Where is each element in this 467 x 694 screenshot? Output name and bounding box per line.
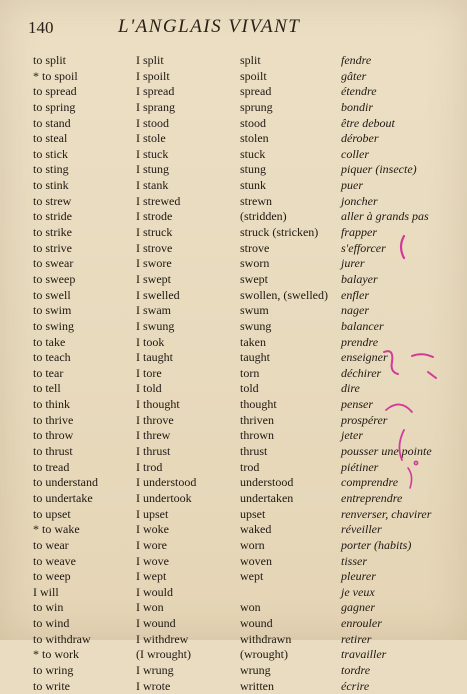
verb-infinitive: to stink [33,178,69,193]
verb-past-participle: stood [240,115,267,130]
verb-infinitive: to strike [33,225,72,240]
verb-past-participle: strewn [240,193,272,208]
verb-past-tense: I swelled [136,287,180,302]
verb-past-tense: I wound [136,616,176,631]
verb-row [0,569,467,585]
verb-past-participle: swum [240,303,269,318]
verb-french-translation: je veux [341,584,375,599]
verb-infinitive: to swing [33,318,75,333]
verb-past-tense: I wore [136,537,167,552]
verb-row [0,272,467,288]
verb-past-tense: I throve [136,412,174,427]
verb-french-translation: prendre [341,334,379,349]
verb-infinitive: to think [33,397,71,412]
verb-row [0,84,467,100]
verb-past-participle: thrown [240,428,274,443]
verb-past-tense: I took [136,334,165,349]
verb-row [0,178,467,194]
verb-past-participle: told [240,381,259,396]
verb-row [0,147,467,163]
verb-french-translation: joncher [341,193,378,208]
verb-infinitive: to stand [33,115,71,130]
verb-row [0,647,467,663]
verb-french-translation: retirer [341,631,372,646]
verb-infinitive: * to spoil [33,68,78,83]
verb-past-participle: wept [240,569,264,584]
verb-past-participle: (stridden) [240,209,287,224]
verb-past-tense: I wove [136,553,169,568]
verb-infinitive: to wring [33,662,74,677]
verb-infinitive: to stride [33,209,72,224]
verb-row [0,256,467,272]
verb-french-translation: porter (habits) [341,537,412,552]
verb-infinitive: to understand [33,475,98,490]
verb-past-tense: I split [136,53,164,67]
verb-past-participle: thought [240,397,277,412]
running-title: L'ANGLAIS VIVANT [118,16,301,37]
verb-past-tense: I undertook [136,490,192,505]
verb-row [0,600,467,616]
verb-infinitive: to wear [33,537,69,552]
verb-past-tense: I understood [136,475,197,490]
verb-infinitive: to tell [33,381,61,396]
verb-past-participle: wrung [240,662,271,677]
verb-french-translation: réveiller [341,522,382,537]
verb-past-participle: strove [240,240,270,255]
verb-french-translation: enrouler [341,616,382,631]
verb-row [0,350,467,366]
verb-french-translation: jeter [341,428,363,443]
verb-infinitive: to weave [33,553,76,568]
verb-french-translation: jurer [341,256,365,271]
verb-row [0,69,467,85]
verb-row [0,460,467,476]
verb-french-translation: fendre [341,53,372,67]
verb-infinitive: to write [33,678,70,693]
verb-row [0,303,467,319]
verb-row [0,100,467,116]
verb-past-participle: thrust [240,444,268,459]
verb-past-participle: taught [240,350,270,365]
verb-french-translation: dire [341,381,360,396]
verb-french-translation: dérober [341,131,379,146]
verb-row [0,319,467,335]
verb-infinitive: to thrive [33,412,74,427]
verb-row [0,225,467,241]
verb-row [0,522,467,538]
verb-french-translation: penser [341,397,373,412]
verb-row [0,131,467,147]
verb-infinitive: to wind [33,616,70,631]
verb-past-participle: taken [240,334,266,349]
verb-past-tense: I strewed [136,193,181,208]
verb-french-translation: gagner [341,600,375,615]
verb-french-translation: entreprendre [341,490,403,505]
verb-french-translation: piquer (insecte) [341,162,417,177]
verb-past-participle: undertaken [240,490,294,505]
verb-french-translation: gâter [341,68,367,83]
verb-french-translation: balayer [341,271,378,286]
verb-row [0,679,467,694]
verb-french-translation: s'efforcer [341,240,386,255]
verb-row [0,194,467,210]
verb-row [0,288,467,304]
verb-past-tense: I sprang [136,99,175,114]
verb-past-participle: understood [240,475,294,490]
verb-french-translation: comprendre [341,475,399,490]
verb-row [0,616,467,632]
verb-row [0,507,467,523]
verb-past-participle: thriven [240,412,274,427]
verb-french-translation: enfler [341,287,369,302]
verb-infinitive: to swear [33,256,74,271]
verb-past-tense: I wept [136,569,167,584]
verb-past-participle: swung [240,318,272,333]
verb-french-translation: piétiner [341,459,379,474]
verb-infinitive: to swell [33,287,71,302]
verb-french-translation: tisser [341,553,368,568]
verb-past-participle: sprung [240,99,273,114]
verb-row [0,366,467,382]
verb-french-translation: prospérer [341,412,388,427]
verb-french-translation: frapper [341,225,377,240]
verb-row [0,491,467,507]
verb-past-tense: I spread [136,84,175,99]
verb-infinitive: to sweep [33,271,76,286]
verb-french-translation: balancer [341,318,384,333]
verb-past-participle: swept [240,271,268,286]
verb-past-participle: upset [240,506,266,521]
verb-past-participle: spoilt [240,68,267,83]
verb-past-participle: won [240,600,261,615]
verb-past-tense: I withdrew [136,631,189,646]
verb-french-translation: coller [341,146,369,161]
verb-infinitive: to teach [33,350,71,365]
verb-row [0,209,467,225]
verb-french-translation: tordre [341,662,371,677]
verb-past-participle: struck (stricken) [240,225,319,240]
verb-french-translation: nager [341,303,369,318]
verb-infinitive: to stick [33,146,68,161]
verb-past-tense: I thought [136,397,180,412]
verb-infinitive: * to work [33,647,79,662]
page-number: 140 [28,18,54,37]
verb-past-tense: I swung [136,318,175,333]
verb-past-participle: stolen [240,131,269,146]
verb-infinitive: to take [33,334,66,349]
verb-past-tense: I taught [136,350,173,365]
verb-past-participle: withdrawn [240,631,292,646]
verb-past-tense: I woke [136,522,169,537]
verb-row [0,538,467,554]
verb-row [0,162,467,178]
verb-french-translation: déchirer [341,365,382,380]
verb-past-tense: I spoilt [136,68,170,83]
irregular-verb-table [0,53,467,694]
verb-past-tense: I wrung [136,662,174,677]
verb-row [0,241,467,257]
verb-row [0,397,467,413]
verb-french-translation: étendre [341,84,377,99]
verb-past-participle: stunk [240,178,267,193]
verb-row [0,444,467,460]
verb-past-tense: I swam [136,303,171,318]
verb-french-translation: pleurer [341,569,376,584]
verb-infinitive: to withdraw [33,631,91,646]
verb-french-translation: aller à grands pas [341,209,429,224]
verb-row [0,585,467,601]
verb-past-participle: sworn [240,256,270,271]
verb-infinitive: to thrust [33,444,73,459]
verb-past-tense: I stuck [136,146,169,161]
verb-past-participle: written [240,678,274,693]
verb-french-translation: bondir [341,99,374,114]
verb-row [0,413,467,429]
verb-past-participle: wound [240,616,273,631]
verb-infinitive: to upset [33,506,71,521]
verb-french-translation: écrire [341,678,370,693]
verb-infinitive: to win [33,600,64,615]
verb-past-tense: I won [136,600,164,615]
verb-infinitive: * to wake [33,522,80,537]
verb-past-tense: I strode [136,209,173,224]
verb-past-tense: I struck [136,225,173,240]
verb-french-translation: travailler [341,647,387,662]
verb-past-participle: stuck [240,146,266,161]
verb-french-translation: renverser, chavirer [341,506,432,521]
verb-infinitive: to strew [33,193,72,208]
verb-past-tense: I wrote [136,678,171,693]
verb-row [0,381,467,397]
verb-past-participle: woven [240,553,272,568]
verb-infinitive: to strive [33,240,72,255]
verb-past-participle: stung [240,162,267,177]
verb-past-participle: (wrought) [240,647,288,662]
verb-past-participle: split [240,53,261,67]
verb-past-tense: I stank [136,178,169,193]
verb-past-tense: I swore [136,256,172,271]
verb-infinitive: to swim [33,303,72,318]
verb-past-participle: waked [240,522,272,537]
page-header [0,14,467,40]
verb-past-tense: I threw [136,428,171,443]
verb-infinitive: to throw [33,428,74,443]
verb-infinitive: to tread [33,459,70,474]
verb-past-tense: I told [136,381,162,396]
verb-past-tense: I trod [136,459,163,474]
verb-past-tense: I strove [136,240,173,255]
verb-past-participle: worn [240,537,265,552]
verb-past-tense: I tore [136,365,162,380]
verb-row [0,335,467,351]
verb-past-participle: torn [240,365,260,380]
verb-row [0,632,467,648]
verb-row [0,554,467,570]
verb-past-tense: I stood [136,115,169,130]
verb-past-participle: trod [240,459,260,474]
verb-past-tense: I upset [136,506,169,521]
verb-row [0,53,467,69]
verb-infinitive: to weep [33,569,71,584]
verb-french-translation: pousser une pointe [341,444,432,459]
verb-infinitive: to undertake [33,490,93,505]
verb-past-tense: (I wrought) [136,647,191,662]
verb-infinitive: to spring [33,99,76,114]
verb-past-tense: I stole [136,131,166,146]
verb-infinitive: to split [33,53,67,67]
verb-french-translation: enseigner [341,350,388,365]
verb-past-tense: I thrust [136,444,171,459]
verb-infinitive: to tear [33,365,64,380]
verb-french-translation: être debout [341,115,395,130]
verb-past-tense: I swept [136,271,171,286]
verb-infinitive: I will [33,584,59,599]
verb-infinitive: to spread [33,84,77,99]
verb-past-tense: I stung [136,162,169,177]
verb-row [0,663,467,679]
verb-past-tense: I would [136,584,173,599]
verb-past-participle: spread [240,84,272,99]
verb-infinitive: to sting [33,162,69,177]
verb-row [0,116,467,132]
verb-row [0,475,467,491]
verb-french-translation: puer [341,178,363,193]
verb-past-participle: swollen, (swelled) [240,287,328,302]
verb-infinitive: to steal [33,131,68,146]
verb-row [0,428,467,444]
